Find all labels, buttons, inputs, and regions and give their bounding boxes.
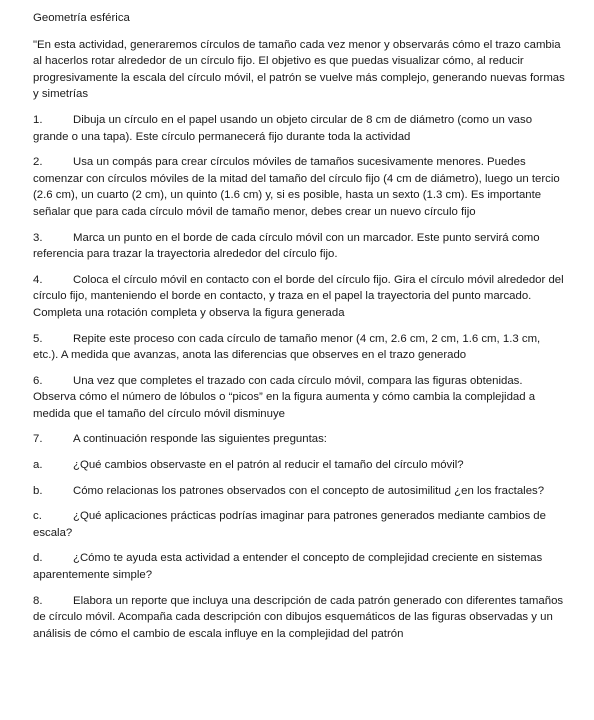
item-number: b. [33, 484, 43, 497]
item-number: 8. [33, 594, 43, 607]
list-item-2 [33, 154, 565, 220]
item-text: Dibuja un círculo en el papel usando un objeto circular de 8 cm de diámetro (como un vaso grande o una tapa). Este círculo permanecerá fijo durante toda la actividad [33, 113, 533, 143]
item-number: 1. [33, 113, 43, 126]
list-item-3 [33, 230, 565, 263]
item-text: Usa un compás para crear círculos móviles de tamaños sucesivamente menores. Puedes comenzar con círculos móviles de la mitad del tamaño del círculo fijo (4 cm de diámetro), luego un tercio (2.6 cm), un cuarto (2 cm), un quinto (1.6 cm) y, si es posible, hasta un sexto (1.3 cm). Es importante señalar que para cada círculo móvil de tamaño menor, debes crear un nuevo círculo fijo [33, 156, 560, 218]
item-text: A continuación responde las siguientes preguntas: [73, 433, 327, 446]
question-c [33, 508, 565, 541]
item-number: d. [33, 552, 43, 565]
item-text: Una vez que completes el trazado con cada círculo móvil, compara las figuras obtenidas. Observa cómo el número de lóbulos o “picos” en la figura aumenta y cómo cambia la complejidad a medida que el tamaño del círculo móvil disminuye [33, 374, 536, 420]
list-item-6 [33, 373, 565, 423]
item-text: Marca un punto en el borde de cada círculo móvil con un marcador. Este punto servirá como referencia para trazar la trayectoria alrededor del círculo fijo. [33, 231, 540, 261]
item-text: ¿Qué cambios observaste en el patrón al reducir el tamaño del círculo móvil? [73, 459, 464, 472]
item-number: 5. [33, 332, 43, 345]
item-number: 3. [33, 231, 43, 244]
item-number: 4. [33, 273, 43, 286]
list-item-4 [33, 272, 565, 322]
item-number: c. [33, 510, 42, 523]
list-item-1 [33, 112, 565, 145]
question-b [33, 483, 565, 500]
item-text: Elabora un reporte que incluya una descripción de cada patrón generado con diferentes tamaños de círculo móvil. Acompaña cada descripción con dibujos esquemáticos de las figuras observadas y un análisis de cómo el cambio de escala influye en la complejidad del patrón [33, 594, 564, 640]
item-number: a. [33, 459, 43, 472]
item-number: 6. [33, 374, 43, 387]
document-body [33, 10, 565, 651]
list-item-5 [33, 331, 565, 364]
list-item-7 [33, 431, 565, 448]
item-text: Repite este proceso con cada círculo de tamaño menor (4 cm, 2.6 cm, 2 cm, 1.6 cm, 1.3 cm, etc.). A medida que avanzas, anota las diferencias que observes en el trazo generado [33, 332, 541, 362]
item-text: ¿Cómo te ayuda esta actividad a entender el concepto de complejidad creciente en sistemas aparentemente simple? [33, 552, 543, 582]
item-number: 7. [33, 433, 43, 446]
item-text: ¿Qué aplicaciones prácticas podrías imaginar para patrones generados mediante cambios de escala? [33, 510, 546, 539]
intro-paragraph: "En esta actividad, generaremos círculos de tamaño cada vez menor y observarás cómo el trazo cambia al hacerlos rotar alrededor de un círculo fijo. El objetivo es que puedas visualizar cómo, al reducir progresivamente la escala del círculo móvil, el patrón se vuelve más complejo, generando nuevas formas y simetrías [33, 38, 565, 101]
list-item-8 [33, 593, 565, 643]
question-d [33, 550, 565, 583]
item-text: Cómo relacionas los patrones observados con el concepto de autosimilitud ¿en los fractales? [73, 484, 545, 497]
item-number: 2. [33, 156, 43, 169]
document-title: Geometría esférica [33, 12, 130, 24]
item-text: Coloca el círculo móvil en contacto con el borde del círculo fijo. Gira el círculo móvil alrededor del círculo fijo, manteniendo el borde en contacto, y traza en el papel la trayectoria del punto marcado. Completa una rotación completa y observa la figura generada [33, 273, 564, 319]
question-a [33, 457, 565, 474]
